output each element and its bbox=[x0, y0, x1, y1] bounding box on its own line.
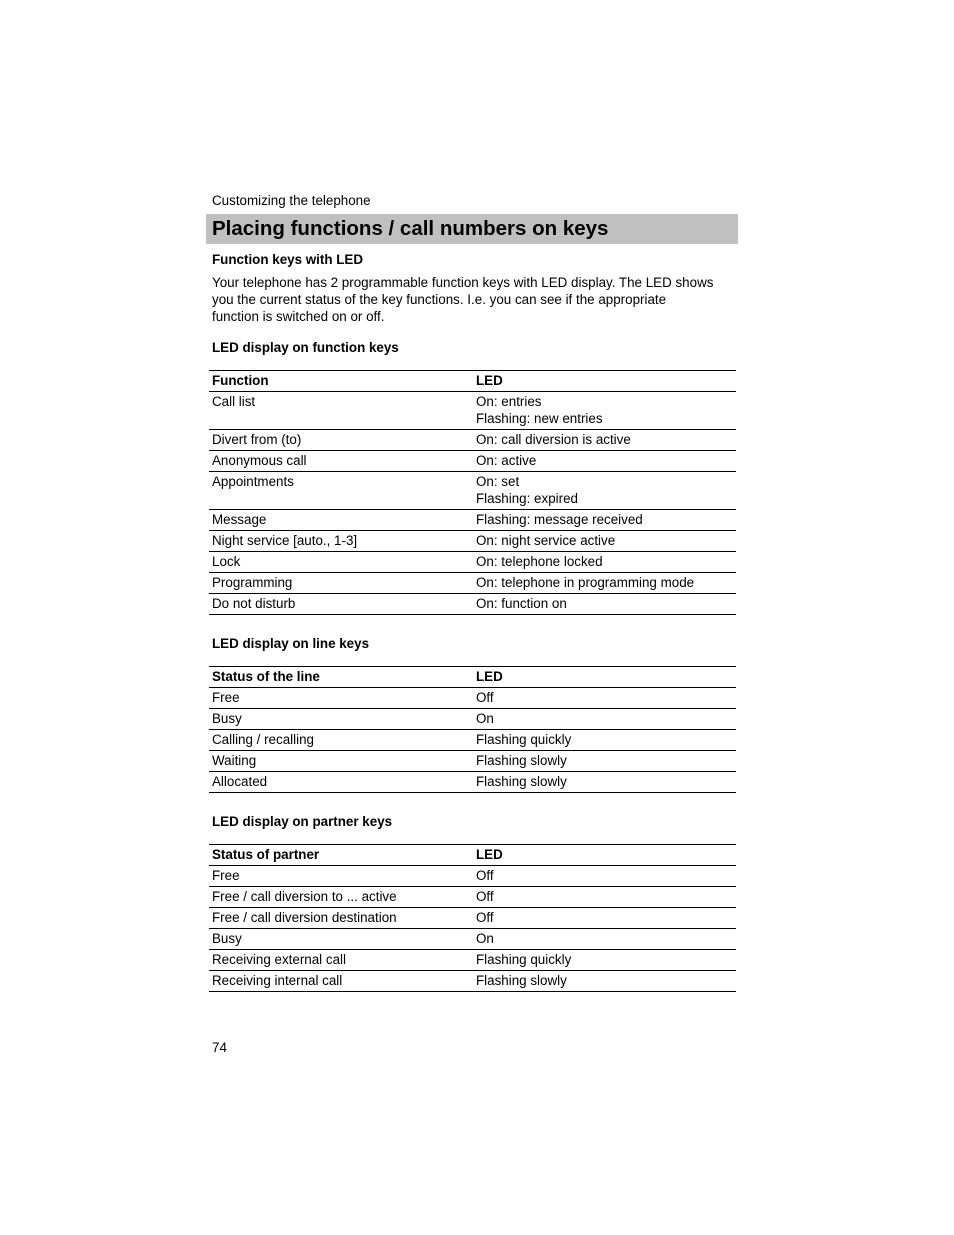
led-status-line: Flashing: new entries bbox=[476, 411, 603, 426]
table-row bbox=[209, 510, 736, 531]
led-status-cell bbox=[473, 531, 736, 552]
led-status-line: Flashing slowly bbox=[476, 774, 567, 789]
column-header: LED bbox=[473, 845, 736, 866]
table-row bbox=[209, 908, 736, 929]
led-status-line: On: set bbox=[476, 474, 520, 489]
table-row bbox=[209, 594, 736, 615]
led-status-cell bbox=[473, 392, 736, 430]
row-label: Night service [auto., 1-3] bbox=[209, 531, 473, 552]
row-label: Do not disturb bbox=[209, 594, 473, 615]
led-status-line: On: call diversion is active bbox=[476, 432, 631, 447]
row-label: Free bbox=[209, 688, 473, 709]
led-status-cell bbox=[473, 908, 736, 929]
led-status-line: Off bbox=[476, 910, 494, 925]
led-status-cell bbox=[473, 472, 736, 510]
partner-keys-table bbox=[209, 844, 736, 992]
row-label: Call list bbox=[209, 392, 473, 430]
row-label: Message bbox=[209, 510, 473, 531]
led-status-cell bbox=[473, 688, 736, 709]
page-title: Placing functions / call numbers on keys bbox=[212, 217, 609, 240]
table-row bbox=[209, 751, 736, 772]
table-header-row bbox=[209, 667, 736, 688]
manual-page bbox=[212, 192, 738, 992]
led-status-cell bbox=[473, 709, 736, 730]
led-status-cell bbox=[473, 510, 736, 531]
led-status-cell bbox=[473, 751, 736, 772]
led-status-line: Flashing slowly bbox=[476, 753, 567, 768]
table-header-row bbox=[209, 371, 736, 392]
led-status-cell bbox=[473, 730, 736, 751]
column-header: Function bbox=[209, 371, 473, 392]
row-label: Appointments bbox=[209, 472, 473, 510]
line-keys-table bbox=[209, 666, 736, 793]
row-label: Free / call diversion destination bbox=[209, 908, 473, 929]
row-label: Programming bbox=[209, 573, 473, 594]
row-label: Receiving external call bbox=[209, 950, 473, 971]
led-status-line: Off bbox=[476, 889, 494, 904]
led-status-line: Flashing quickly bbox=[476, 732, 572, 747]
running-header: Customizing the telephone bbox=[212, 193, 371, 208]
led-status-line: On: telephone in programming mode bbox=[476, 575, 695, 590]
table-row bbox=[209, 531, 736, 552]
table-row bbox=[209, 573, 736, 594]
table-row bbox=[209, 451, 736, 472]
table-row bbox=[209, 730, 736, 751]
led-status-line: On: telephone locked bbox=[476, 554, 603, 569]
line-keys-heading: LED display on line keys bbox=[212, 636, 370, 651]
table-row bbox=[209, 552, 736, 573]
row-label: Waiting bbox=[209, 751, 473, 772]
row-label: Receiving internal call bbox=[209, 971, 473, 992]
table-row bbox=[209, 772, 736, 793]
intro-paragraph-line: function is switched on or off. bbox=[212, 309, 385, 324]
led-status-line: On bbox=[476, 931, 494, 946]
led-status-line: Off bbox=[476, 690, 494, 705]
row-label: Free bbox=[209, 866, 473, 887]
table-row bbox=[209, 392, 736, 430]
row-label: Calling / recalling bbox=[209, 730, 473, 751]
table-row bbox=[209, 866, 736, 887]
led-status-line: Flashing quickly bbox=[476, 952, 572, 967]
led-status-cell bbox=[473, 451, 736, 472]
function-keys-table bbox=[209, 370, 736, 615]
led-status-cell bbox=[473, 772, 736, 793]
row-label: Anonymous call bbox=[209, 451, 473, 472]
intro-paragraph-line: Your telephone has 2 programmable function keys with LED display. The LED shows bbox=[212, 275, 714, 290]
table-row bbox=[209, 688, 736, 709]
row-label: Divert from (to) bbox=[209, 430, 473, 451]
row-label: Free / call diversion to ... active bbox=[209, 887, 473, 908]
led-status-cell bbox=[473, 971, 736, 992]
column-header: Status of the line bbox=[209, 667, 473, 688]
led-status-cell bbox=[473, 950, 736, 971]
led-status-line: On bbox=[476, 711, 494, 726]
column-header: Status of partner bbox=[209, 845, 473, 866]
row-label: Lock bbox=[209, 552, 473, 573]
led-status-cell bbox=[473, 594, 736, 615]
column-header: LED bbox=[473, 371, 736, 392]
row-label: Busy bbox=[209, 929, 473, 950]
table-row bbox=[209, 971, 736, 992]
led-status-cell bbox=[473, 866, 736, 887]
led-status-line: On: active bbox=[476, 453, 537, 468]
led-status-cell bbox=[473, 552, 736, 573]
led-status-cell bbox=[473, 929, 736, 950]
intro-paragraph-line: you the current status of the key functions. I.e. you can see if the appropriate bbox=[212, 292, 667, 307]
led-status-line: On: night service active bbox=[476, 533, 616, 548]
table-header-row bbox=[209, 845, 736, 866]
function-keys-heading: LED display on function keys bbox=[212, 340, 399, 355]
section-title-bar bbox=[206, 214, 738, 244]
led-status-line: Flashing: expired bbox=[476, 491, 578, 506]
led-status-line: Flashing: message received bbox=[476, 512, 643, 527]
table-row bbox=[209, 887, 736, 908]
led-status-line: On: function on bbox=[476, 596, 567, 611]
row-label: Busy bbox=[209, 709, 473, 730]
table-row bbox=[209, 472, 736, 510]
led-status-cell bbox=[473, 573, 736, 594]
intro-subheading: Function keys with LED bbox=[212, 252, 364, 267]
table-row bbox=[209, 709, 736, 730]
led-status-line: Off bbox=[476, 868, 494, 883]
table-row bbox=[209, 430, 736, 451]
column-header: LED bbox=[473, 667, 736, 688]
page-number: 74 bbox=[212, 1040, 227, 1055]
row-label: Allocated bbox=[209, 772, 473, 793]
intro-paragraph bbox=[212, 274, 738, 325]
led-status-line: Flashing slowly bbox=[476, 973, 567, 988]
led-status-line: On: entries bbox=[476, 394, 542, 409]
led-status-cell bbox=[473, 430, 736, 451]
table-row bbox=[209, 929, 736, 950]
partner-keys-heading: LED display on partner keys bbox=[212, 814, 393, 829]
table-row bbox=[209, 950, 736, 971]
led-status-cell bbox=[473, 887, 736, 908]
